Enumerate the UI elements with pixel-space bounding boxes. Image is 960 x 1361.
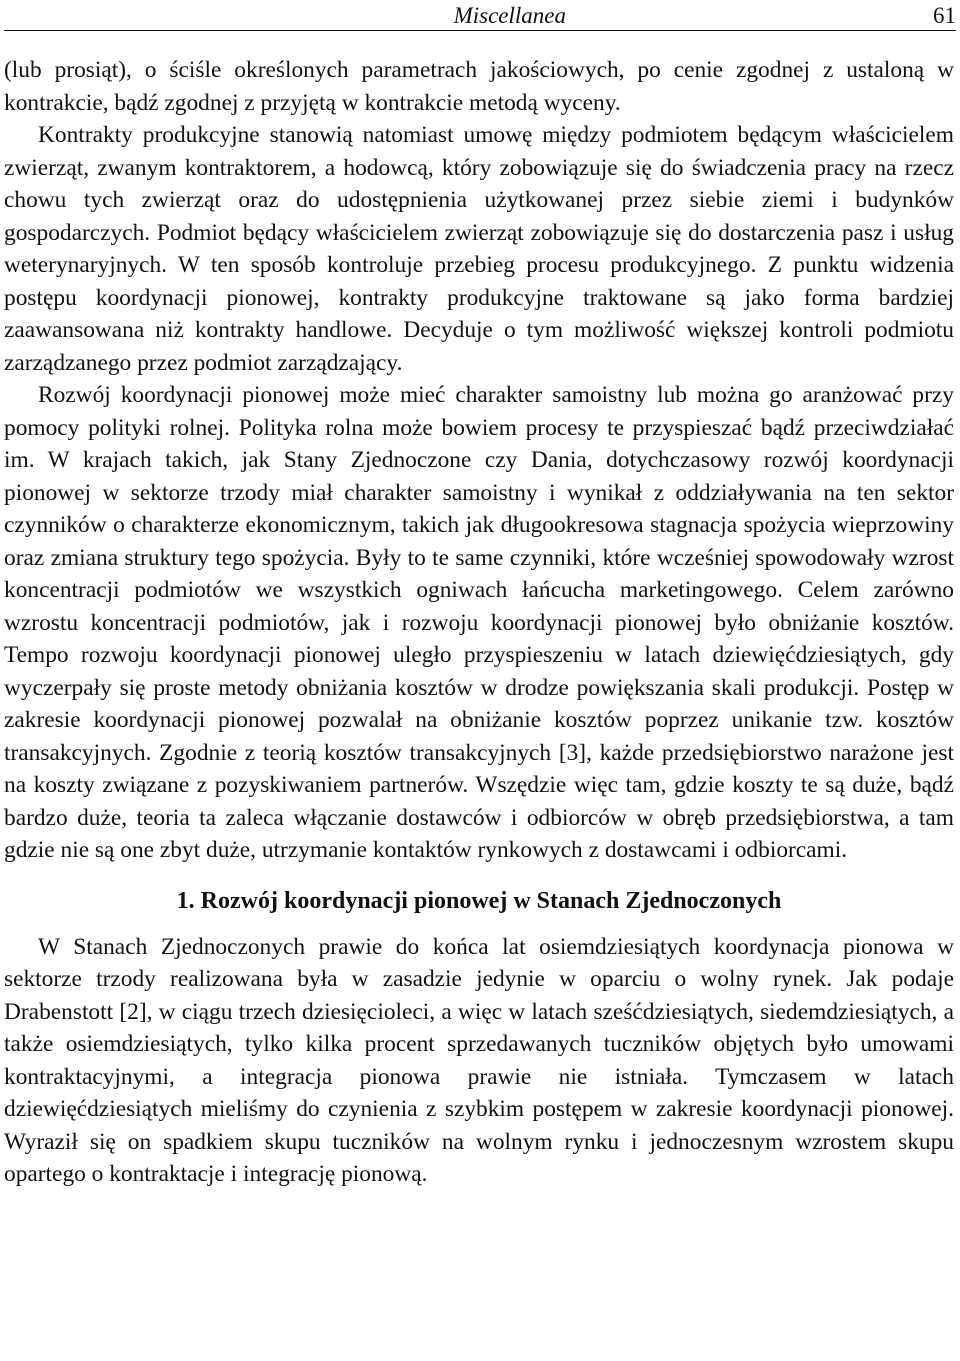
paragraph-production-contracts: Kontrakty produkcyjne stanowią natomiast umowę między podmiotem będącym właścicielem zwierząt, zwanym kontraktorem, a hodowcą, który zobowiązuje się do świadczenia pracy na rzecz chowu tych zwierząt oraz do udostępnienia użytkowanej przez siebie ziemi i budynków gospodarczych. Podmiot będący właścicielem zwierząt zobowiązuje się do dostarczenia pasz i usług weterynaryjnych. W ten sposób kontroluje przebieg procesu produkcyjnego. Z punktu widzenia postępu koordynacji pionowej, kontrakty produkcyjne traktowane są jako forma bardziej zaawansowana niż kontrakty handlowe. Decyduje o tym możliwość większej kontroli podmiotu zarządzanego przez podmiot zarządzający. [4, 122, 954, 376]
running-head [4, 0, 956, 31]
paragraph-vertical-coordination: Rozwój koordynacji pionowej może mieć charakter samoistny lub można go aranżować przy pomocy polityki rolnej. Polityka rolna może bowiem procesy te przyspieszać bądź przeciwdziałać im. W krajach takich, jak Stany Zjednoczone czy Dania, dotychczasowy rozwój koordynacji pionowej w sektorze trzody miał charakter samoistny i wynikał z oddziaływania na ten sektor czynników o charakterze ekonomicznym, takich jak długookresowa stagnacja spożycia wieprzowiny oraz zmiana struktury tego spożycia. Były to te same czynniki, które wcześniej spowodowały wzrost koncentracji podmiotów we wszystkich ogniwach łańcucha marketingowego. Celem zarówno wzrostu koncentracji podmiotów, jak i rozwoju koordynacji pionowej było obniżanie kosztów. Tempo rozwoju koordynacji pionowej uległo przyspieszeniu w latach dziewięćdziesiątych, gdy wyczerpały się proste metody obniżania kosztów w drodze powiększania skali produkcji. Postęp w zakresie koordynacji pionowej pozwalał na obniżanie kosztów poprzez unikanie tzw. kosztów transakcyjnych. Zgodnie z teorią kosztów transakcyjnych [3], każde przedsiębiorstwo narażone jest na koszty związane z pozyskiwaniem partnerów. Wszędzie więc tam, gdzie koszty te są duże, bądź bardzo duże, teoria ta zaleca włączanie dostawców i odbiorców w obręb przedsiębiorstwa, a tam gdzie nie są one zbyt duże, utrzymanie kontaktów rynkowych z dostawcami i odbiorcami. [4, 382, 954, 863]
paragraph-continuation: (lub prosiąt), o ściśle określonych parametrach jakościowych, po cenie zgodnej z ustaloną w kontrakcie, bądź zgodnej z przyjętą w kontrakcie metodą wyceny. [4, 57, 954, 116]
body-text [4, 54, 954, 1191]
section-heading: 1. Rozwój koordynacji pionowej w Stanach Zjednoczonych [176, 887, 782, 914]
running-head-section: Miscellanea [453, 3, 566, 28]
paragraph-united-states: W Stanach Zjednoczonych prawie do końca lat osiemdziesiątych koordynacja pionowa w sektorze trzody realizowana była w zasadzie jedynie w oparciu o wolny rynek. Jak podaje Drabenstott [2], w ciągu trzech dziesięcioleci, a więc w latach sześćdziesiątych, siedemdziesiątych, a także osiemdziesiątych, tylko kilka procent sprzedawanych tuczników objętych było umowami kontraktacyjnymi, a integracja pionowa prawie nie istniała. Tymczasem w latach dziewięćdziesiątych mieliśmy do czynienia z szybkim postępem w zakresie koordynacji pionowej. Wyraził się on spadkiem skupu tuczników na wolnym rynku i jednoczesnym wzrostem skupu opartego o kontraktacje i integrację pionową. [4, 933, 954, 1187]
page-number: 61 [933, 3, 956, 28]
